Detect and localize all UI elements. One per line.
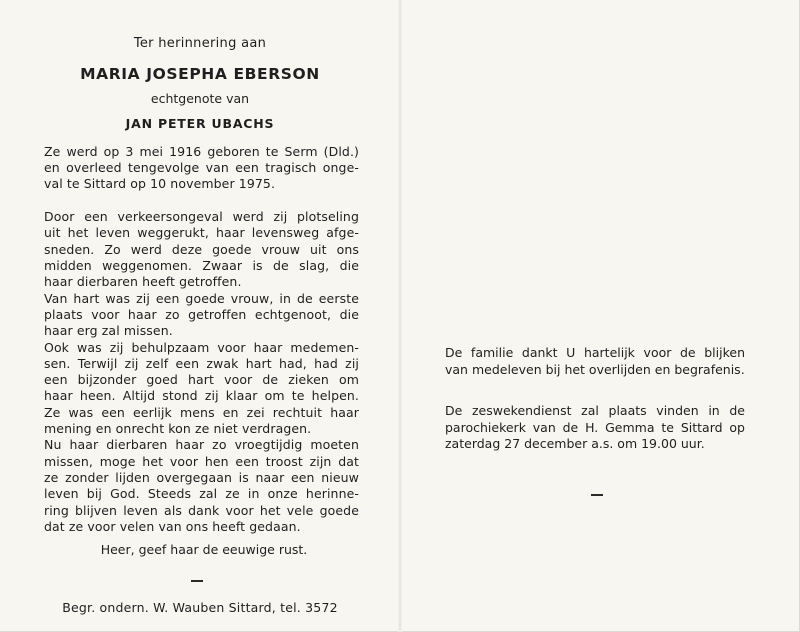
eulogy-line: Van hart was zij een goede vrouw, in de eerste <box>44 291 359 306</box>
spouse-of-label: echtgenote van <box>150 91 250 106</box>
eulogy-line: missen, moge het voor hen een troost zijn dat <box>44 454 359 469</box>
eulogy-line: midden weggenomen. Zwaar is de slag, die <box>44 258 359 273</box>
eulogy-line: haar erg zal missen. <box>44 323 173 338</box>
husband-name: JAN PETER UBACHS <box>125 116 275 131</box>
in-memory-heading: Ter herinnering aan <box>133 36 267 51</box>
eulogy-line: haar heen. Altijd stond zij klaar om te helpen. <box>44 388 359 403</box>
eulogy-line: leven bij God. Steeds zal ze in onze herinne- <box>44 486 359 501</box>
biography-line: Ze werd op 3 mei 1916 geboren te Serm (Dld.) <box>44 144 359 159</box>
mass-line: zaterdag 27 december a.s. om 19.00 uur. <box>445 436 705 451</box>
eulogy-line: dat ze voor velen van ons heeft gedaan. <box>44 519 301 534</box>
eulogy-line: ring blijven leven als dank voor het vele goede <box>44 503 359 518</box>
eulogy-line: mening en onrecht kon ze niet verdragen. <box>44 421 312 436</box>
eulogy-line: sen. Terwijl zij zelf een zwak hart had, had zij <box>44 356 359 371</box>
eulogy-line: plaats voor haar zo getroffen echtgenoot, die <box>44 307 359 322</box>
eulogy-line: Door een verkeersongeval werd zij plotseling <box>44 209 359 224</box>
biography-line: val te Sittard op 10 november 1975. <box>44 176 276 191</box>
eulogy-line: Ze was een eerlijk mens en zei rechtuit haar <box>44 405 359 420</box>
closing-prayer: Heer, geef haar de eeuwige rust. <box>100 542 308 557</box>
eulogy-line: sneden. Zo werd deze goede vrouw uit ons <box>44 242 359 257</box>
eulogy-line: haar dierbaren heeft getroffen. <box>44 274 242 289</box>
eulogy-line: een bijzonder goed hart voor de zieken om <box>44 372 359 387</box>
mass-line: De zeswekendienst zal plaats vinden in de <box>445 403 745 418</box>
deceased-name: MARIA JOSEPHA EBERSON <box>80 65 320 83</box>
eulogy-line: ze zonder lijden overgegaan is naar een nieuw <box>44 470 359 485</box>
mass-line: parochiekerk van de H. Gemma te Sittard op <box>445 420 745 435</box>
undertaker-line: Begr. ondern. W. Wauben Sittard, tel. 3572 <box>62 600 338 615</box>
thanks-line: van medeleven bij het overlijden en begrafenis. <box>445 362 745 377</box>
eulogy-line: Ook was zij behulpzaam voor haar medemen- <box>44 340 359 355</box>
separator-dash <box>591 494 603 496</box>
eulogy-line: Nu haar dierbaren haar zo vroegtijdig moeten <box>44 437 359 452</box>
thanks-line: De familie dankt U hartelijk voor de blijken <box>445 345 745 360</box>
separator-dash <box>191 580 203 582</box>
eulogy-line: uit het leven weggerukt, haar levensweg afge- <box>44 225 359 240</box>
biography-line: en overleed tengevolge van een tragisch onge- <box>44 160 359 175</box>
